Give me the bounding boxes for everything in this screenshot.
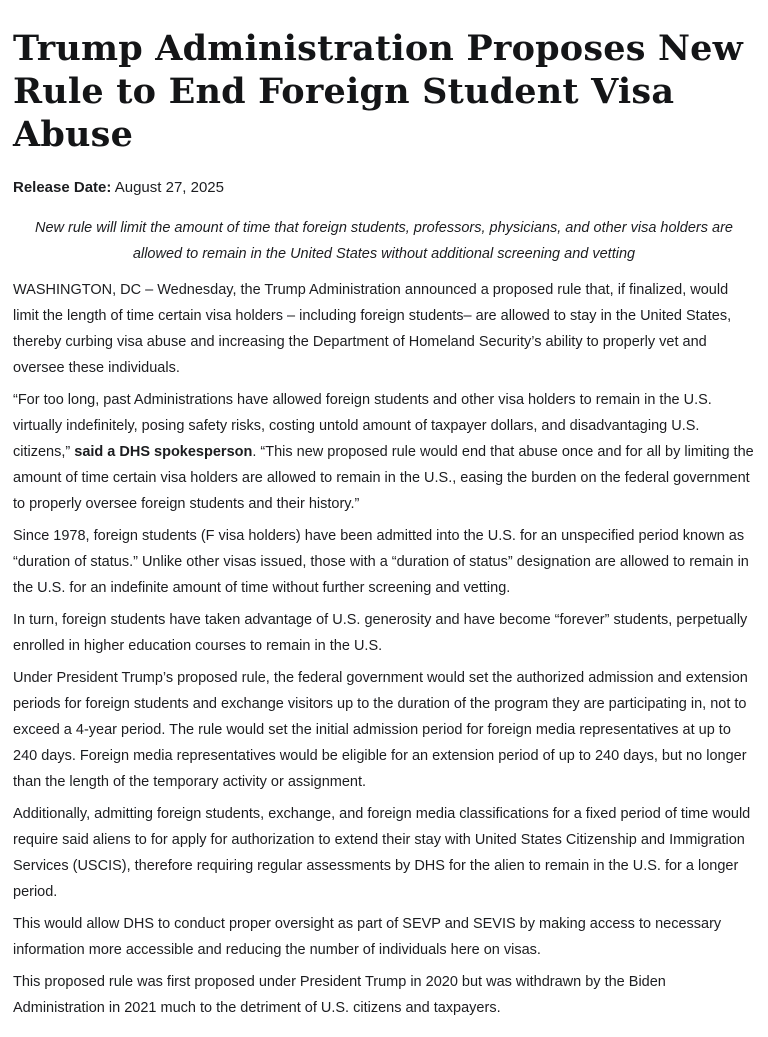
- quote-text-after: . “This new proposed rule would end that abuse once and for all by limiting the amount of time certain visa holders are allowed to remain in the U.S., easing the burden on the federal government to properly oversee foreign students and their history.”: [13, 444, 754, 512]
- paragraph-forever-students: In turn, foreign students have taken advantage of U.S. generosity and have become “forever” students, perpetually enrolled in higher education courses to remain in the U.S.: [13, 612, 748, 654]
- dhs-spokesperson-attribution: said a DHS spokesperson: [74, 444, 253, 460]
- paragraph-sevp-sevis-oversight: This would allow DHS to conduct proper oversight as part of SEVP and SEVIS by making access to necessary information more accessible and reducing the number of individuals here on visas.: [13, 916, 722, 958]
- release-date-label: Release Date:: [13, 179, 112, 196]
- paragraph-proposed-rule-details: Under President Trump’s proposed rule, the federal government would set the authorized admission and extension periods for foreign students and exchange visitors up to the duration of the program they are participating in, not to exceed a 4-year period. The rule would set the initial admission period for foreign media representatives at up to 240 days. Foreign media representatives would be eligible for an extension period of up to 240 days, but no longer than the length of the temporary activity or assignment.: [13, 670, 748, 790]
- release-date: [13, 175, 755, 201]
- article-subtitle: [13, 215, 755, 267]
- page-title: [13, 27, 755, 156]
- page-title-line-2: Rule to End Foreign Student Visa: [13, 71, 675, 112]
- paragraph-dhs-quote: [13, 387, 755, 517]
- article-subtitle-line-2: allowed to remain in the United States without additional screening and vetting: [132, 246, 636, 262]
- article-subtitle-line-1: New rule will limit the amount of time that foreign students, professors, physicians, and other visa holders are: [35, 220, 733, 236]
- paragraph-uscis-authorization: Additionally, admitting foreign students, exchange, and foreign media classifications for a fixed period of time would require said aliens to for apply for authorization to extend their stay with United States Citizenship and Immigration Services (USCIS), therefore requiring regular assessments by DHS for the alien to remain in the U.S. for a longer period.: [13, 806, 751, 900]
- release-date-value: August 27, 2025: [114, 179, 224, 196]
- paragraph-duration-of-status: Since 1978, foreign students (F visa holders) have been admitted into the U.S. for an unspecified period known as “duration of status.” Unlike other visas issued, those with a “duration of status” designation are allowed to remain in the U.S. for an indefinite amount of time without further screening and vetting.: [13, 528, 749, 596]
- paragraph-2020-history: This proposed rule was first proposed under President Trump in 2020 but was withdrawn by the Biden Administration in 2021 much to the detriment of U.S. citizens and taxpayers.: [13, 974, 666, 1016]
- quote-text-before: “For too long, past Administrations have allowed foreign students and other visa holders to remain in the U.S. virtually indefinitely, posing safety risks, costing untold amount of taxpayer dollars, and disadvantaging U.S. citizens,”: [13, 392, 712, 460]
- page-title-line-1: Trump Administration Proposes New: [13, 28, 743, 69]
- paragraph-dateline: WASHINGTON, DC – Wednesday, the Trump Administration announced a proposed rule that, if finalized, would limit the length of time certain visa holders – including foreign students– are allowed to stay in the United States, thereby curbing visa abuse and increasing the Department of Homeland Security’s ability to properly vet and oversee these individuals.: [13, 282, 732, 376]
- page-title-line-3: Abuse: [13, 114, 134, 155]
